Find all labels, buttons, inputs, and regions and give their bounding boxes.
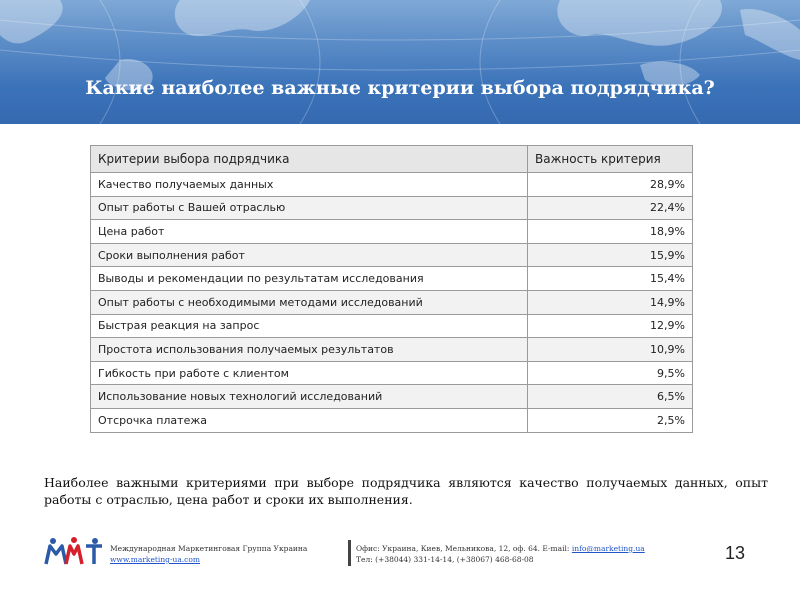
importance-cell: 6,5% — [528, 385, 693, 409]
table-row — [91, 338, 693, 362]
table-row — [91, 173, 693, 197]
world-map-graphic — [0, 0, 800, 124]
criterion-cell: Цена работ — [91, 220, 528, 244]
phone-numbers: Тел: (+38044) 331-14-14, (+38067) 468-68-08 — [356, 555, 534, 564]
table-row — [91, 408, 693, 432]
importance-cell: 14,9% — [528, 290, 693, 314]
summary-text: Наиболее важными критериями при выборе подрядчика являются качество получаемых данных, опыт работы с отраслью, цена работ и сроки их выполнения. — [44, 475, 768, 507]
criterion-cell: Отсрочка платежа — [91, 408, 528, 432]
importance-cell: 12,9% — [528, 314, 693, 338]
criterion-cell: Сроки выполнения работ — [91, 243, 528, 267]
criterion-cell: Быстрая реакция на запрос — [91, 314, 528, 338]
table-row — [91, 290, 693, 314]
column-header-importance: Важность критерия — [528, 146, 693, 173]
table-row — [91, 361, 693, 385]
table-row — [91, 314, 693, 338]
importance-cell: 28,9% — [528, 173, 693, 197]
importance-cell: 9,5% — [528, 361, 693, 385]
table-row — [91, 385, 693, 409]
criterion-cell: Простота использования получаемых результатов — [91, 338, 528, 362]
column-header-criterion: Критерии выбора подрядчика — [91, 146, 528, 173]
company-name: Международная Маркетинговая Группа Украина — [110, 544, 308, 553]
office-address: Офис: Украина, Киев, Мельникова, 12, оф. 64. E-mail: — [356, 544, 570, 553]
table-row — [91, 243, 693, 267]
footer-company-info — [110, 543, 307, 565]
importance-cell: 2,5% — [528, 408, 693, 432]
footer-contact-info — [356, 543, 645, 565]
header-banner — [0, 0, 800, 124]
importance-cell: 18,9% — [528, 220, 693, 244]
criterion-cell: Опыт работы с Вашей отраслью — [91, 196, 528, 220]
table-row — [91, 196, 693, 220]
website-link[interactable]: www.marketing-ua.com — [110, 555, 200, 564]
page-number: 13 — [725, 543, 746, 563]
importance-cell: 10,9% — [528, 338, 693, 362]
criterion-cell: Качество получаемых данных — [91, 173, 528, 197]
importance-cell: 22,4% — [528, 196, 693, 220]
importance-cell: 15,4% — [528, 267, 693, 291]
criterion-cell: Выводы и рекомендации по результатам исследования — [91, 267, 528, 291]
criterion-cell: Опыт работы с необходимыми методами исследований — [91, 290, 528, 314]
email-link[interactable]: info@marketing.ua — [571, 544, 645, 553]
company-logo — [44, 536, 104, 566]
table-row — [91, 220, 693, 244]
table-header-row — [91, 146, 693, 173]
criterion-cell: Использование новых технологий исследований — [91, 385, 528, 409]
footer-divider — [348, 540, 351, 566]
criterion-cell: Гибкость при работе с клиентом — [91, 361, 528, 385]
importance-cell: 15,9% — [528, 243, 693, 267]
criteria-table — [90, 145, 693, 433]
slide-title: Какие наиболее важные критерии выбора подрядчика? — [85, 77, 715, 99]
table-row — [91, 267, 693, 291]
